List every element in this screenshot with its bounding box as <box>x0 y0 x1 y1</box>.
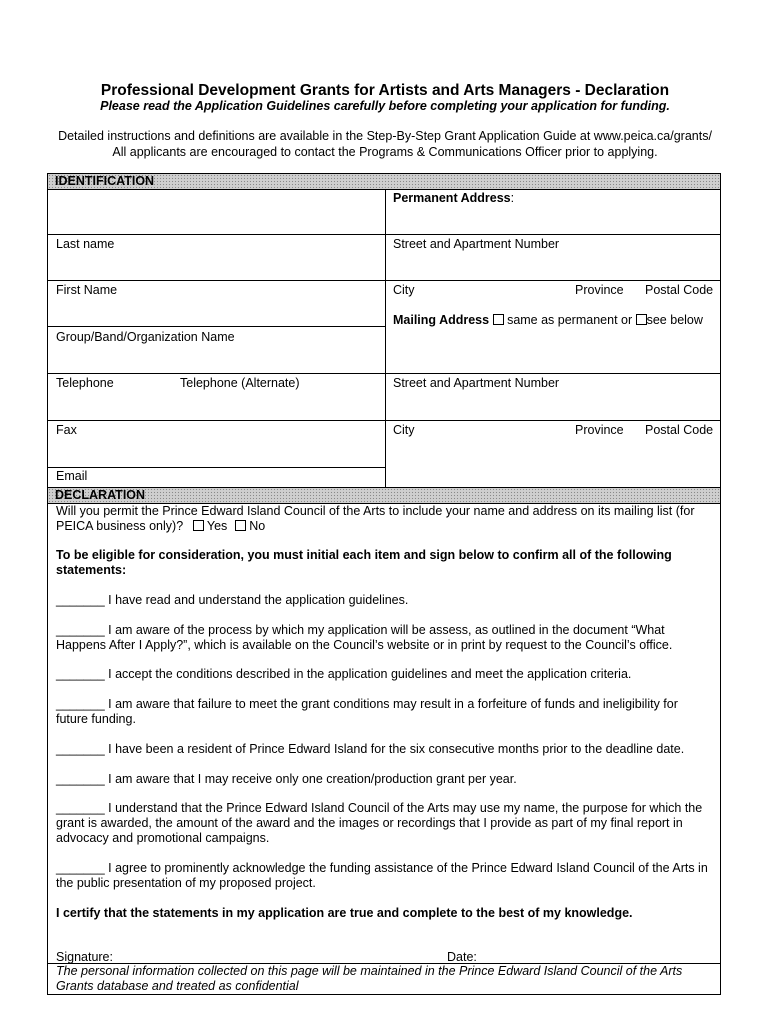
permanent-address-label: Permanent Address <box>393 191 511 205</box>
item-8-line-1: _______ I agree to prominently acknowledge the funding assistance of the Prince Edward Island Council of the Arts in <box>56 861 708 875</box>
row-line <box>48 280 720 281</box>
item-7-line-1: _______ I understand that the Prince Edward Island Council of the Arts may use my name, the purpose for which the <box>56 801 703 815</box>
declaration-item-7[interactable] <box>56 801 716 846</box>
see-below-checkbox[interactable] <box>636 314 647 325</box>
permanent-postal-code-field[interactable]: Postal Code <box>645 283 714 297</box>
declaration-item-8[interactable] <box>56 861 716 891</box>
intro-line-2: All applicants are encouraged to contact the Programs & Communications Officer prior to applying. <box>112 145 658 159</box>
page-title: Professional Development Grants for Artists and Arts Managers - Declaration <box>100 82 670 99</box>
declaration-item-5[interactable] <box>56 742 716 757</box>
item-8-line-2: the public presentation of my proposed project. <box>56 876 316 890</box>
item-1-line-1: _______ I have read and understand the application guidelines. <box>56 593 409 607</box>
mailing-address-label: Mailing Address <box>393 313 490 327</box>
identification-title: IDENTIFICATION <box>55 174 155 188</box>
signature-field[interactable]: Signature: <box>56 950 113 964</box>
mailing-yes-checkbox[interactable] <box>193 520 204 531</box>
item-7-line-2: grant is awarded, the amount of the award and the images or recordings that I provide as part of my final report in <box>56 816 683 830</box>
application-form <box>47 173 721 995</box>
mailing-question-line-2 <box>56 519 716 534</box>
item-6-line-1: _______ I am aware that I may receive only one creation/production grant per year. <box>56 772 517 786</box>
item-5-line-1: _______ I have been a resident of Prince Edward Island for the six consecutive months prior to the deadline date. <box>56 742 685 756</box>
mailing-question-line-1: Will you permit the Prince Edward Island Council of the Arts to include your name and address on its mailing list (for <box>56 504 695 518</box>
declaration-item-3[interactable] <box>56 667 716 682</box>
eligibility-statement <box>56 548 716 578</box>
fax-field[interactable]: Fax <box>56 423 77 437</box>
first-name-field[interactable]: First Name <box>56 283 118 297</box>
row-line <box>48 467 385 468</box>
permanent-street-field[interactable]: Street and Apartment Number <box>393 237 560 251</box>
item-2-line-1: _______ I am aware of the process by which my application will be assess, as outlined in the document “What <box>56 623 665 637</box>
privacy-notice <box>56 964 716 994</box>
declaration-item-6[interactable] <box>56 772 716 787</box>
permanent-city-field[interactable]: City <box>393 283 415 297</box>
page-subtitle: Please read the Application Guidelines carefully before completing your application for funding. <box>100 99 670 113</box>
group-name-field[interactable]: Group/Band/Organization Name <box>56 330 235 344</box>
mailing-street-field[interactable]: Street and Apartment Number <box>393 376 560 390</box>
mailing-no-checkbox[interactable] <box>235 520 246 531</box>
permanent-address-heading <box>393 191 514 205</box>
mailing-address-row <box>393 313 703 327</box>
item-7-line-3: advocacy and promotional campaigns. <box>56 831 270 845</box>
permanent-province-field[interactable]: Province <box>575 283 624 297</box>
row-line <box>48 373 720 374</box>
eligibility-line-1: To be eligible for consideration, you must initial each item and sign below to confirm all of the following <box>56 548 672 562</box>
date-field[interactable]: Date: <box>447 950 477 964</box>
mailing-question-text: PEICA business only)? <box>56 519 184 533</box>
telephone-field[interactable]: Telephone <box>56 376 114 390</box>
declaration-item-1[interactable] <box>56 593 716 608</box>
identification-header <box>48 174 720 190</box>
privacy-line-2: Grants database and treated as confidential <box>56 979 299 993</box>
item-3-line-1: _______ I accept the conditions described in the application guidelines and meet the application criteria. <box>56 667 632 681</box>
item-2-line-2: Happens After I Apply?”, which is available on the Council’s website or in print by request to the Council’s office. <box>56 638 673 652</box>
telephone-alt-field[interactable]: Telephone (Alternate) <box>180 376 300 390</box>
row-line <box>48 234 720 235</box>
declaration-title: DECLARATION <box>55 488 146 502</box>
mailing-no-label: No <box>249 519 266 533</box>
declaration-header <box>48 487 720 504</box>
permanent-address-colon: : <box>510 191 515 205</box>
mailing-city-field[interactable]: City <box>393 423 415 437</box>
eligibility-line-2: statements: <box>56 563 127 577</box>
email-field[interactable]: Email <box>56 469 88 483</box>
certify-statement: I certify that the statements in my application are true and complete to the best of my knowledge. <box>56 906 633 920</box>
privacy-line-1: The personal information collected on this page will be maintained in the Prince Edward Island Council of the Arts <box>56 964 683 978</box>
item-4-line-2: future funding. <box>56 712 136 726</box>
row-line <box>48 326 385 327</box>
mailing-list-question <box>56 504 716 534</box>
declaration-item-2[interactable] <box>56 623 716 653</box>
intro-line-1: Detailed instructions and definitions are available in the Step-By-Step Grant Application Guide at www.peica.ca/grants/ <box>58 129 712 143</box>
see-below-label: see below <box>646 313 703 327</box>
mailing-province-field[interactable]: Province <box>575 423 624 437</box>
declaration-item-4[interactable] <box>56 697 716 727</box>
row-line <box>48 420 720 421</box>
same-as-permanent-label: same as permanent or <box>507 313 633 327</box>
item-4-line-1: _______ I am aware that failure to meet the grant conditions may result in a forfeiture of funds and ineligibility for <box>56 697 678 711</box>
mailing-yes-label: Yes <box>206 519 228 533</box>
mailing-postal-code-field[interactable]: Postal Code <box>645 423 714 437</box>
last-name-field[interactable]: Last name <box>56 237 115 251</box>
same-as-permanent-checkbox[interactable] <box>493 314 504 325</box>
